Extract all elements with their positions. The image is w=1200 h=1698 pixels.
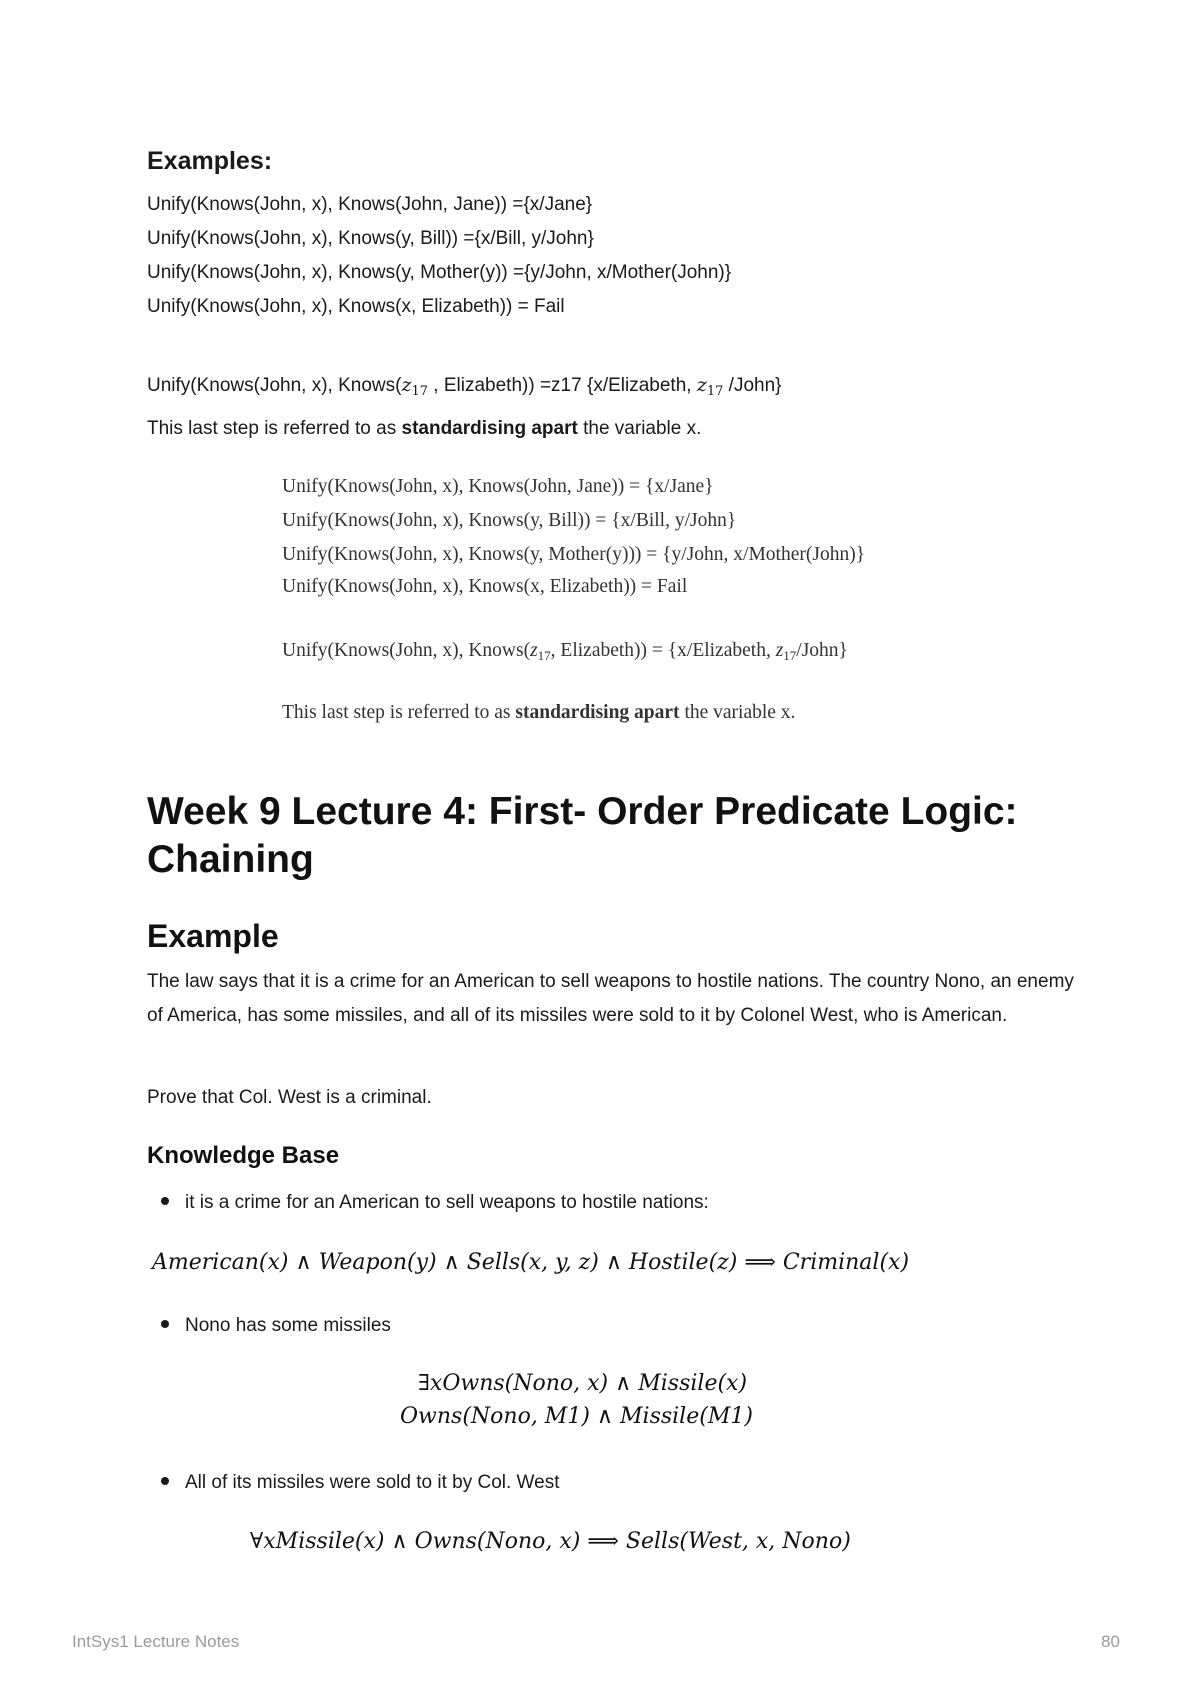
z-subscript: 17 [706,384,724,399]
kb-bullet [161,1192,709,1214]
example-line: Unify(Knows(John, x), Knows(y, Mother(y)) ={y/John, x/Mother(John)} [147,262,732,283]
figure-note-bold: standardising apart [515,702,680,723]
figure-note-post: the variable x. [679,702,796,723]
examples-heading: Examples: [147,147,273,175]
figure-z-variable: z [530,640,538,661]
figure-standardised-part3: /John} [796,640,848,661]
standardised-example-line [147,374,782,399]
example-line: Unify(Knows(John, x), Knows(y, Bill)) ={x/Bill, y/John} [147,228,594,249]
kb-bullet-text: it is a crime for an American to sell weapons to hostile nations: [185,1192,709,1213]
z-variable: z [696,374,707,396]
lecture-heading-line1: Week 9 Lecture 4: First- Order Predicate Logic: [147,790,1018,833]
figure-line: Unify(Knows(John, x), Knows(y, Bill)) = {x/Bill, y/John} [282,510,737,531]
standardised-part1: Unify(Knows(John, x), Knows( [147,375,402,396]
forall-formula: ∀xMissile(x) ∧ Owns(Nono, x) ⟹ Sells(West, x, Nono) [250,1529,851,1554]
example-line: Unify(Knows(John, x), Knows(John, Jane)) ={x/Jane} [147,194,593,215]
figure-standardised-part2: , Elizabeth)) = {x/Elizabeth, [550,640,776,661]
kb-bullet-text: Nono has some missiles [185,1315,391,1336]
figure-line: Unify(Knows(John, x), Knows(John, Jane)) = {x/Jane} [282,476,714,497]
z-variable: z [401,374,412,396]
figure-line: Unify(Knows(John, x), Knows(y, Mother(y))) = {y/John, x/Mother(John)} [282,544,866,565]
figure-standardised-part1: Unify(Knows(John, x), Knows( [282,640,531,661]
note-bold: standardising apart [401,418,578,439]
figure-note [282,702,795,724]
lecture-heading [147,788,1107,884]
example-heading: Example [147,918,279,954]
exists-formula: ∃xOwns(Nono, x) ∧ Missile(x) [418,1371,748,1396]
standardised-part3: /John} [723,375,782,396]
crime-formula: American(x) ∧ Weapon(y) ∧ Sells(x, y, z) ∧ Hostile(z) ⟹ Criminal(x) [152,1250,910,1275]
page-number: 80 [1101,1632,1120,1651]
z-subscript: 17 [411,384,429,399]
figure-line: Unify(Knows(John, x), Knows(x, Elizabeth)) = Fail [282,576,688,597]
footer-title: IntSys1 Lecture Notes [72,1632,240,1651]
note-post: the variable x. [577,418,702,439]
figure-note-pre: This last step is referred to as [282,702,516,723]
example-line: Unify(Knows(John, x), Knows(x, Elizabeth)) = Fail [147,296,565,317]
bullet-dot-icon [161,1197,169,1205]
knowledge-base-heading: Knowledge Base [147,1142,340,1169]
figure-z-subscript: 17 [537,648,551,663]
example-paragraph: The law says that it is a crime for an American to sell weapons to hostile nations. The country Nono, an enemy of America, has some missiles, and all of its missiles were sold to it by Colonel West, who is American. [147,971,1074,1026]
kb-bullet [161,1315,391,1337]
prove-statement: Prove that Col. West is a criminal. [147,1087,432,1108]
note-pre: This last step is referred to as [147,418,402,439]
bullet-dot-icon [161,1320,169,1328]
standardising-note [147,418,701,440]
kb-bullet-text: All of its missiles were sold to it by Col. West [185,1472,560,1493]
standardised-part2: , Elizabeth)) =z17 {x/Elizabeth, [428,375,697,396]
kb-bullet [161,1472,559,1494]
owns-m1-formula: Owns(Nono, M1) ∧ Missile(M1) [400,1404,753,1429]
figure-standardised-line [282,640,848,664]
figure-z-subscript: 17 [783,648,797,663]
bullet-dot-icon [161,1477,169,1485]
lecture-heading-line2: Chaining [147,838,314,881]
figure-z-variable: z [775,640,784,661]
